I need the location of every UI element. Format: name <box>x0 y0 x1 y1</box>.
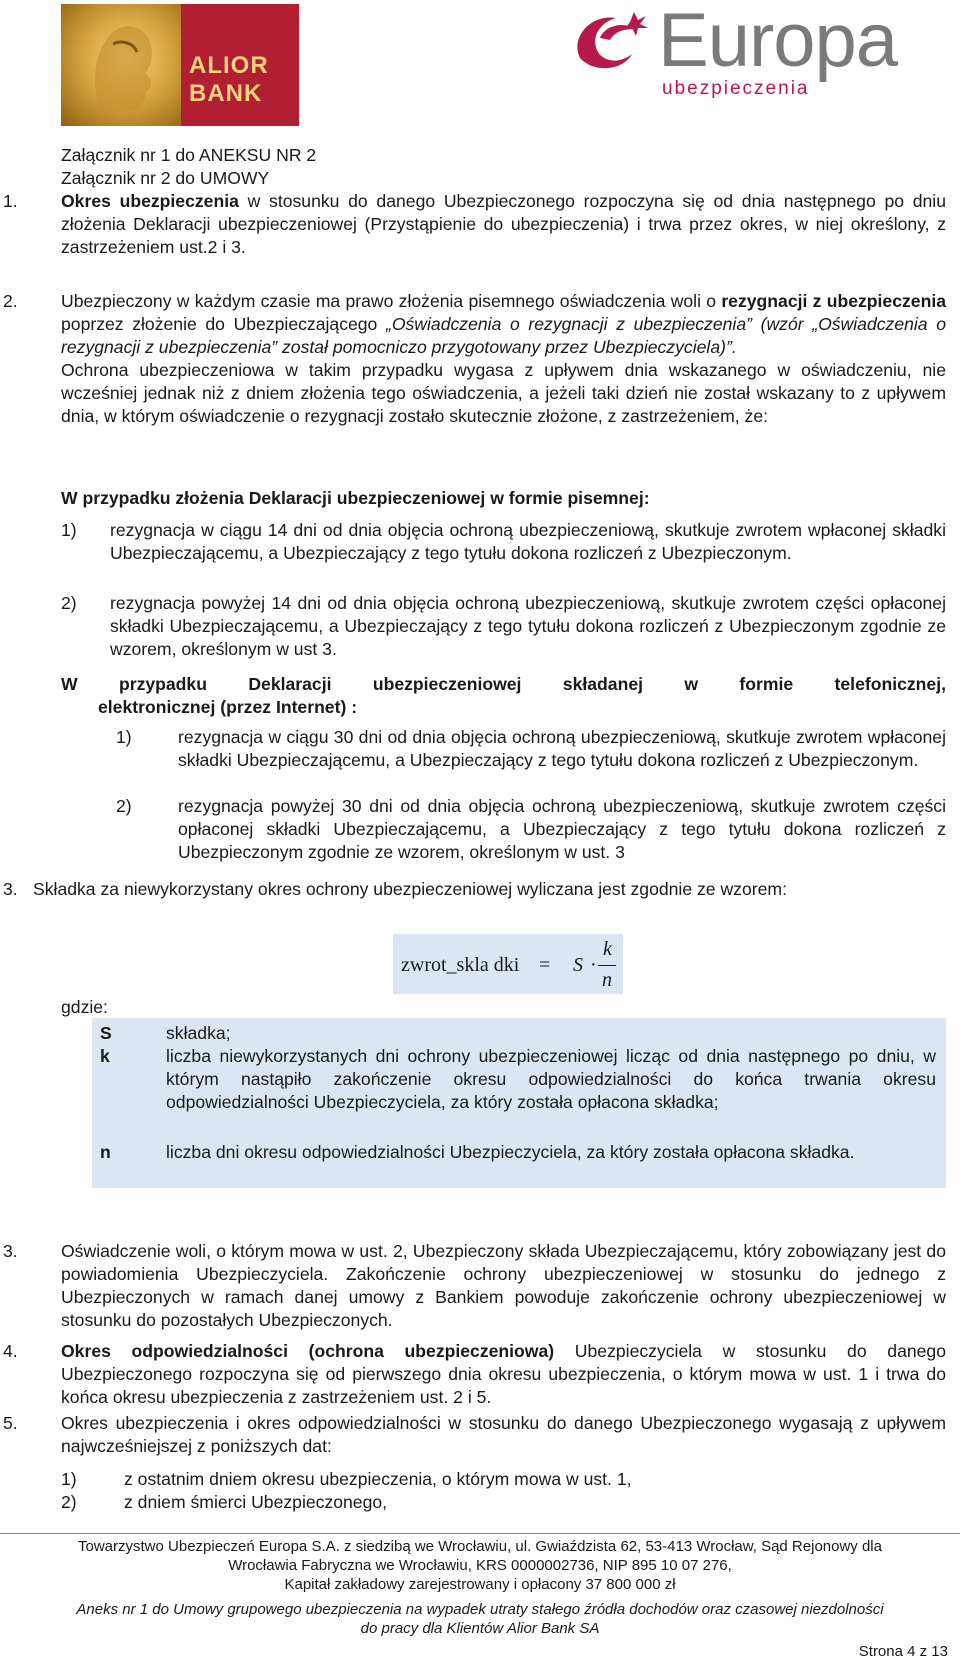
page-number: Strona 4 z 13 <box>858 1643 948 1660</box>
p5-item-2-number: 2) <box>61 1492 77 1512</box>
written-item-2-number: 2) <box>61 593 77 613</box>
alior-bank-logo <box>61 4 299 126</box>
def-symbol-s: S <box>100 1023 112 1043</box>
annex-header: Załącznik nr 1 do ANEKSU NR 2 Załącznik nr 2 do UMOWY <box>61 145 317 188</box>
paragraph-4: Okres odpowiedzialności (ochrona ubezpieczeniowa) Ubezpieczyciela w stosunku do danego Ubezpieczonego rozpoczyna się od pierwszego dnia okresu ubezpieczenia, o którym mowa w ust. 1 i trwa do końca okresu ubezpieczenia z zastrzeżeniem ust. 2 i 5. <box>61 1341 947 1407</box>
p5-number: 5. <box>3 1413 18 1433</box>
written-form-heading: W przypadku złożenia Deklaracji ubezpieczeniowej w formie pisemnej: <box>61 488 650 508</box>
def-text-k: liczba niewykorzystanych dni ochrony ubezpieczeniowej licząc od dnia następnego po dniu, w którym nastąpiło zakończenie okresu odpowiedzialności do końca trwania okresu odpowiedzialności Ubezpieczyciela, za który została opłacona składka; <box>166 1046 936 1112</box>
paragraph-3-declaration: Oświadczenie woli, o którym mowa w ust. 2, Ubezpieczony składa Ubezpieczającemu, który zobowiązany jest do powiadomienia Ubezpieczyciela. Zakończenie ochrony ubezpieczeniowej w stosunku do jednego z Ubezpieczonych w ramach danej umowy z Bankiem powoduje zakończenie ochrony ubezpieczeniowej w stosunku do pozostałych Ubezpieczonych. <box>61 1241 946 1330</box>
written-item-2: rezygnacja powyżej 14 dni od dnia objęcia ochroną ubezpieczeniową, skutkuje zwrotem części opłaconej składki Ubezpieczającemu, a Ubezpieczający z tego tytułu dokona rozliczeń z Ubezpieczonym zgodnie ze wzorem, określonym w ust 3. <box>110 593 946 659</box>
p4-number: 4. <box>3 1341 18 1361</box>
phone-form-heading-line2: elektronicznej (przez Internet) : <box>98 697 358 717</box>
written-item-1-number: 1) <box>61 520 77 540</box>
def-text-s: składka; <box>166 1023 231 1043</box>
fraction-bar <box>598 965 616 966</box>
p2-number: 2. <box>3 291 18 311</box>
formula-equals: = <box>539 954 551 976</box>
phone-form-heading-line1: W przypadku Deklaracji ubezpieczeniowej składanej w formie telefonicznej, <box>61 674 946 694</box>
p3b-number: 3. <box>3 1241 18 1261</box>
phone-item-1: rezygnacja w ciągu 30 dni od dnia objęcia ochroną ubezpieczeniową, skutkuje zwrotem wpłaconej składki Ubezpieczającemu, a Ubezpieczający z tego tytułu dokona rozliczeń z Ubezpieczonym. <box>178 727 946 770</box>
footer-divider <box>0 1533 960 1534</box>
europa-swirl-icon <box>570 8 652 72</box>
formula-lhs: zwrot_skla dki <box>401 954 520 976</box>
formula-s: S <box>573 954 583 976</box>
paragraph-1: Okres ubezpieczenia w stosunku do danego Ubezpieczonego rozpoczyna się od dnia następnego po dniu złożenia Deklaracji ubezpieczeniowej (Przystąpienie do ubezpieczenia) i trwa przez okres, w niej określony, z zastrzeżeniem ust.2 i 3. <box>61 191 947 257</box>
coin-portrait-icon <box>61 4 181 126</box>
refund-formula <box>393 934 623 994</box>
paragraph-5: Okres ubezpieczenia i okres odpowiedzialności w stosunku do danego Ubezpieczonego wygasają z upływem najwcześniejszej z poniższych dat: <box>61 1413 946 1456</box>
formula-denominator: n <box>602 969 612 991</box>
p1-number: 1. <box>3 191 18 211</box>
formula-dot: · <box>590 954 597 976</box>
p5-item-1-number: 1) <box>61 1469 77 1489</box>
footer-annex: Aneks nr 1 do Umowy grupowego ubezpieczenia na wypadek utraty stałego źródła dochodów oraz czasowej niezdolności do pracy dla Klientów Alior Bank SA <box>76 1601 884 1637</box>
p5-item-2: z dniem śmierci Ubezpieczonego, <box>124 1492 388 1512</box>
def-symbol-k: k <box>100 1046 110 1066</box>
phone-item-2: rezygnacja powyżej 30 dni od dnia objęcia ochroną ubezpieczeniową, skutkuje zwrotem części opłaconej składki Ubezpieczającemu, a Ubezpieczający z tego tytułu dokona rozliczeń z Ubezpieczonym zgodnie ze wzorem, określonym w ust. 3 <box>178 796 946 862</box>
europa-tagline: ubezpieczenia <box>662 78 810 99</box>
paragraph-2: Ubezpieczony w każdym czasie ma prawo złożenia pisemnego oświadczenia woli o rezygnacji z ubezpieczenia poprzez złożenie do Ubezpieczającego „Oświadczenia o rezygnacji z ubezpieczenia” (wzór „Oświadczenia o rezygnacji z ubezpieczenia” został pomocniczo przygotowany przez Ubezpieczyciela)”. Ochrona ubezpieczeniowa w takim przypadku wygasa z upływem dnia wskazanego w oświadczeniu, nie wcześniej jednak niż z dniem złożenia tego oświadczenia, a jeżeli taki dzień nie został wskazany to z upływem dnia, w którym oświadczenie o rezygnacji zostało skutecznie złożone, z zastrzeżeniem, że: <box>61 291 946 426</box>
phone-item-1-number: 1) <box>116 727 132 747</box>
gdzie-label: gdzie: <box>61 997 108 1017</box>
written-item-1: rezygnacja w ciągu 14 dni od dnia objęcia ochroną ubezpieczeniową, skutkuje zwrotem wpłaconej składki Ubezpieczającemu, a Ubezpieczający z tego tytułu dokona rozliczeń z Ubezpieczonym. <box>110 520 946 563</box>
footer-company: Towarzystwo Ubezpieczeń Europa S.A. z siedzibą we Wrocławiu, ul. Gwiaździsta 62, 53-413 Wrocław, Sąd Rejonowy dla Wrocławia Fabryczna we Wrocławiu, KRS 0000002736, NIP 895 10 07 276, Kapitał zakładowy zarejestrowany i opłacony 37 800 000 zł <box>78 1538 882 1593</box>
def-text-n: liczba dni okresu odpowiedzialności Ubezpieczyciela, za który została opłacona składka. <box>166 1142 855 1162</box>
def-symbol-n: n <box>100 1142 111 1162</box>
protection-text: Ochrona ubezpieczeniowa w takim przypadku wygasa z upływem dnia wskazanego w oświadczeniu, nie wcześniej jednak niż z dniem złożenia tego oświadczenia, a jeżeli taki dzień nie został wskazany to z upływem dnia, w którym oświadczenie o rezygnacji zostało skutecznie złożone, z zastrzeżeniem, że: <box>61 360 946 426</box>
europa-wordmark: Europa <box>658 0 898 83</box>
formula-numerator: k <box>603 938 612 960</box>
p5-item-1: z ostatnim dniem okresu ubezpieczenia, o którym mowa w ust. 1, <box>124 1469 632 1489</box>
p3a-number: 3. <box>3 879 18 899</box>
europa-logo <box>570 0 950 110</box>
phone-item-2-number: 2) <box>116 796 132 816</box>
paragraph-3-formula-intro: Składka za niewykorzystany okres ochrony ubezpieczeniowej wyliczana jest zgodnie ze wzorem: <box>33 879 787 899</box>
alior-bank-name: ALIOR BANK <box>189 52 269 107</box>
